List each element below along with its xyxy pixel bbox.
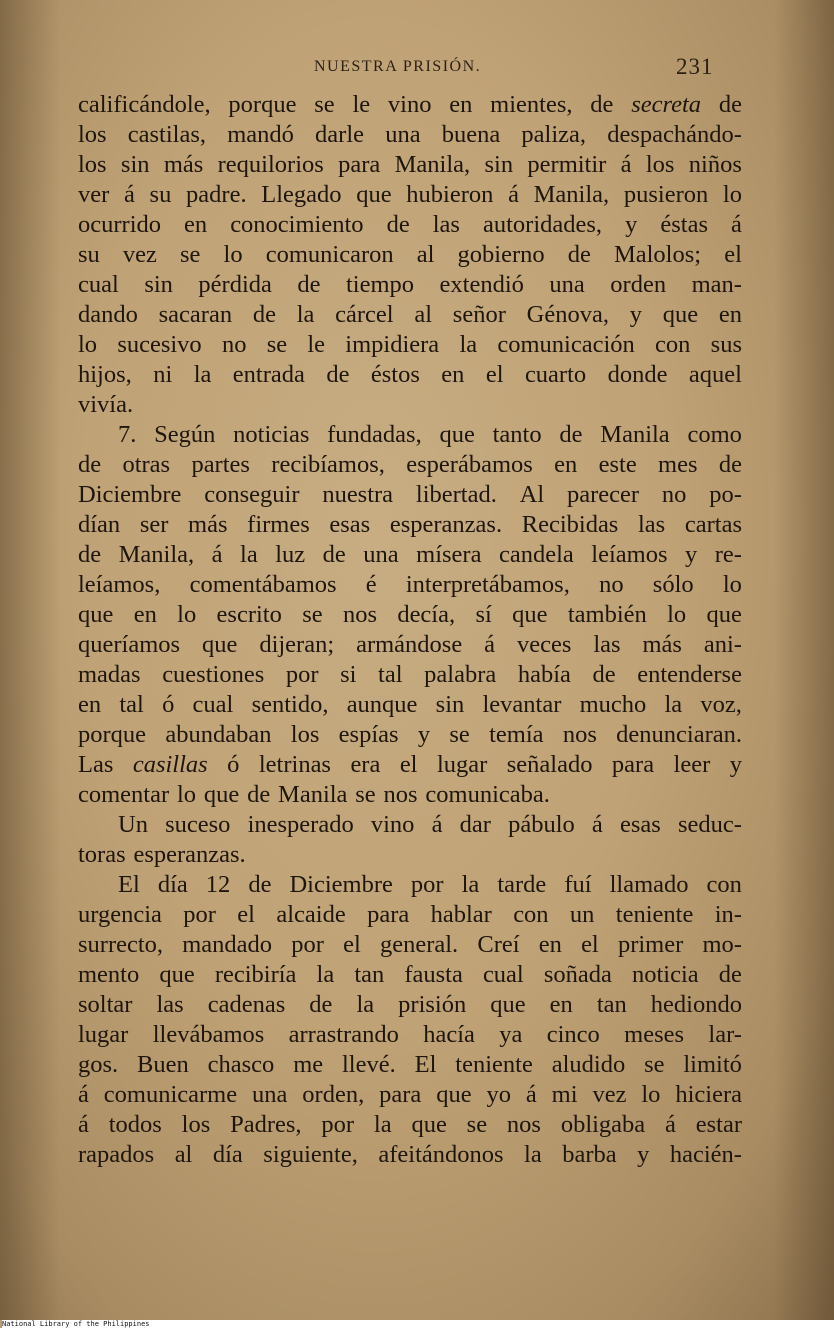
text-line: ocurrido en conocimiento de las autoridades, y éstas á [78, 211, 742, 238]
text-line: ver á su padre. Llegado que hubieron á Manila, pusieron lo [78, 181, 742, 208]
text-line: leíamos, comentábamos é interpretábamos, no sólo lo [78, 571, 742, 598]
running-title: NUESTRA PRISIÓN. [314, 58, 482, 75]
body-text [78, 90, 742, 1170]
text-line: calificándole, porque se le vino en mientes, de secreta de [78, 91, 742, 118]
page-header [0, 56, 834, 86]
text-line: toras esperanzas. [78, 841, 246, 868]
page-edge-shadow-left [0, 0, 60, 1320]
text-line: los castilas, mandó darle una buena paliza, despachándo- [78, 121, 742, 148]
text-line: El día 12 de Diciembre por la tarde fuí llamado con [118, 871, 742, 898]
text-line: mento que recibiría la tan fausta cual soñada noticia de [78, 961, 742, 988]
text-line: madas cuestiones por si tal palabra había de entenderse [78, 661, 742, 688]
text-line: hijos, ni la entrada de éstos en el cuarto donde aquel [78, 361, 742, 388]
text-line: rapados al día siguiente, afeitándonos la barba y hacién- [78, 1141, 742, 1168]
text-line: porque abundaban los espías y se temía nos denunciaran. [78, 721, 742, 748]
page-edge-shadow-right [774, 0, 834, 1320]
text-line: de Manila, á la luz de una mísera candela leíamos y re- [78, 541, 742, 568]
text-line: gos. Buen chasco me llevé. El teniente aludido se limitó [78, 1051, 742, 1078]
library-credit: National Library of the Philippines [2, 1320, 834, 1328]
text-line: Las casillas ó letrinas era el lugar señalado para leer y [78, 751, 742, 778]
text-line: su vez se lo comunicaron al gobierno de Malolos; el [78, 241, 742, 268]
text-line: urgencia por el alcaide para hablar con un teniente in- [78, 901, 742, 928]
text-line: vivía. [78, 391, 134, 418]
text-line: en tal ó cual sentido, aunque sin levantar mucho la voz, [78, 691, 742, 718]
text-line: queríamos que dijeran; armándose á veces las más ani- [78, 631, 742, 658]
text-line: á todos los Padres, por la que se nos obligaba á estar [78, 1111, 742, 1138]
text-line: á comunicarme una orden, para que yo á mi vez lo hiciera [78, 1081, 742, 1108]
text-line: los sin más requilorios para Manila, sin permitir á los niños [78, 151, 742, 178]
text-line: cual sin pérdida de tiempo extendió una orden man- [78, 271, 742, 298]
text-line: que en lo escrito se nos decía, sí que también lo que [78, 601, 742, 628]
text-line: Diciembre conseguir nuestra libertad. Al parecer no po- [78, 481, 742, 508]
text-line: Un suceso inesperado vino á dar pábulo á esas seduc- [118, 811, 742, 838]
text-line: soltar las cadenas de la prisión que en tan hediondo [78, 991, 742, 1018]
text-line: lo sucesivo no se le impidiera la comunicación con sus [78, 331, 742, 358]
text-line: surrecto, mandado por el general. Creí en el primer mo- [78, 931, 742, 958]
text-line: de otras partes recibíamos, esperábamos en este mes de [78, 451, 742, 478]
text-line: lugar llevábamos arrastrando hacía ya cinco meses lar- [78, 1021, 742, 1048]
text-line: comentar lo que de Manila se nos comunicaba. [78, 781, 550, 808]
text-line: 7. Según noticias fundadas, que tanto de Manila como [118, 421, 742, 448]
text-line: dando sacaran de la cárcel al señor Génova, y que en [78, 301, 742, 328]
page-number: 231 [676, 54, 714, 79]
text-line: dían ser más firmes esas esperanzas. Recibidas las cartas [78, 511, 742, 538]
